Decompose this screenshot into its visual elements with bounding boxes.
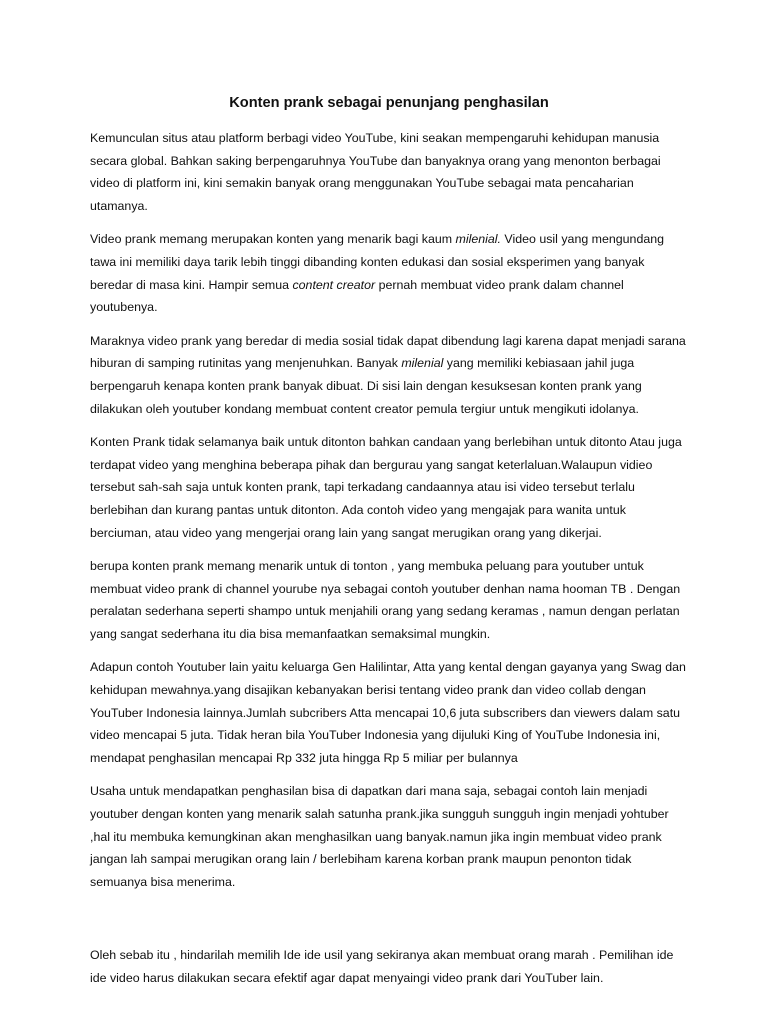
paragraph-3 <box>90 330 688 420</box>
paragraph-7: Usaha untuk mendapatkan penghasilan bisa di dapatkan dari mana saja, sebagai contoh lain menjadi youtuber dengan konten yang menarik salah satunha prank.jika sungguh sungguh ingin menjadi yohtuber ,hal itu membuka kemungkinan akan menghasilkan uang banyak.namun jika ingin membuat video prank jangan lah sampai merugikan orang lain / berlebiham karena korban prank maupun penonton tidak semuanya bisa menerima. <box>90 784 669 889</box>
paragraph-8: Oleh sebab itu , hindarilah memilih Ide ide usil yang sekiranya akan membuat orang marah . Pemilihan ide ide video harus dilakukan secara efektif agar dapat menyaingi video prank dari YouTuber lain. <box>90 948 674 985</box>
paragraph-6: Adapun contoh Youtuber lain yaitu keluarga Gen Halilintar, Atta yang kental dengan gayanya yang Swag dan kehidupan mewahnya.yang disajikan kebanyakan berisi tentang video prank dan video collab dengan YouTuber Indonesia lainnya.Jumlah subcribers Atta mencapai 10,6 juta subscribers dan viewers dalam satu video mencapai 5 juta. Tidak heran bila YouTuber Indonesia yang dijuluki King of YouTube Indonesia ini, mendapat penghasilan mencapai Rp 332 juta hingga Rp 5 miliar per bulannya <box>90 660 686 765</box>
paragraph-5: berupa konten prank memang menarik untuk di tonton , yang membuka peluang para youtuber untuk membuat video prank di channel yourube nya sebagai contoh youtuber denhan nama hooman TB . Dengan peralatan sederhana seperti shampo untuk menjahili orang yang sedang keramas , namun dengan perlatan yang sangat sederhana itu dia bisa memanfaatkan semaksimal mungkin. <box>90 559 681 641</box>
document-page <box>90 93 688 1001</box>
paragraph-3-text-a: Maraknya video prank yang beredar di media sosial tidak dapat dibendung lagi karena dapat menjadi sarana hiburan di samping rutinitas yang menjenuhkan. Banyak <box>90 333 686 371</box>
paragraph-2-text-c: Video usil yang mengundang tawa ini memiliki daya tarik lebih tinggi dibanding konten edukasi dan sosial eksperimen yang banyak beredar di masa kini. Hampir semua <box>90 232 665 292</box>
paragraph-2 <box>90 228 688 318</box>
paragraph-3-text-c: yang memiliki kebiasaan jahil juga berpengaruh kenapa konten prank banyak dibuat. Di sisi lain dengan kesuksesan konten prank yang dilakukan oleh youtuber kondang membuat content creator pemula tergiur untuk mengikuti idolanya. <box>90 356 642 416</box>
paragraph-2-text-e: pernah membuat video prank dalam channel youtubenya. <box>90 277 624 315</box>
blank-line-spacer <box>90 904 688 944</box>
paragraph-2-italic-content-creator: content creator <box>292 277 376 292</box>
paragraph-3-italic-milenial: milenial <box>401 356 444 371</box>
paragraph-1: Kemunculan situs atau platform berbagi video YouTube, kini seakan mempengaruhi kehidupan manusia secara global. Bahkan saking berpengaruhnya YouTube dan banyaknya orang yang menonton berbagai video di platform ini, kini semakin banyak orang menggunakan YouTube sebagai mata pencaharian utamanya. <box>90 131 661 213</box>
paragraph-2-italic-milenial: milenial. <box>455 232 501 247</box>
paragraph-4: Konten Prank tidak selamanya baik untuk ditonton bahkan candaan yang berlebihan untuk ditonto Atau juga terdapat video yang menghina beberapa pihak dan bergurau yang sangat keterlaluan.Walaupun vidieo tersebut sah-sah saja untuk konten prank, tapi terkadang candaannya atau isi video tersebut terlalu berlebihan dan kurang pantas untuk ditonton. Ada contoh video yang mengajak para wanita untuk berciuman, atau video yang mengerjai orang lain yang sangat merugikan orang yang dikerjai. <box>90 435 682 540</box>
paragraph-2-text-a: Video prank memang merupakan konten yang menarik bagi kaum <box>90 232 456 247</box>
document-title: Konten prank sebagai penunjang penghasilan <box>229 95 549 111</box>
